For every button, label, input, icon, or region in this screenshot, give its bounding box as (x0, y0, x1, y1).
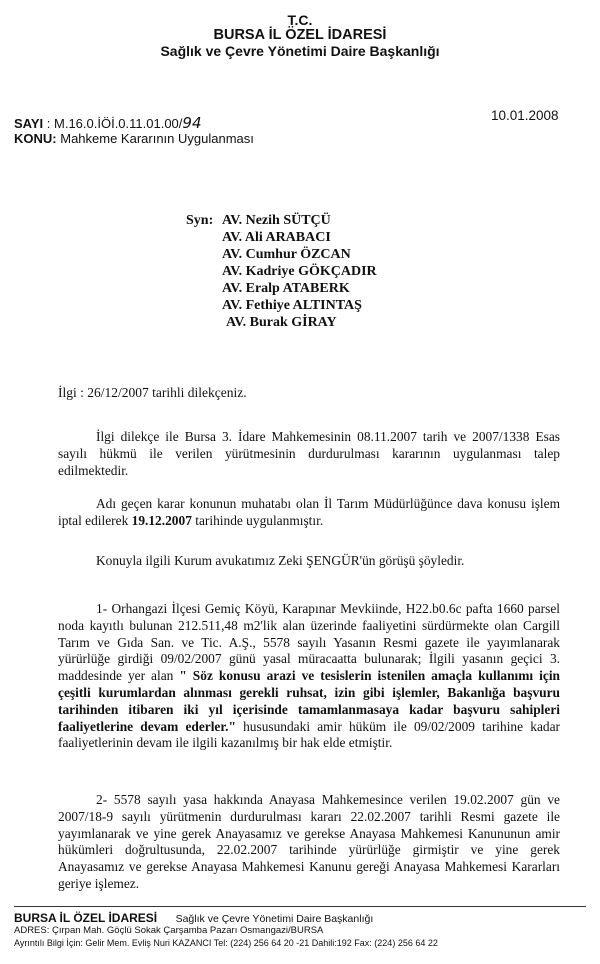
footer-dept: Sağlık ve Çevre Yönetimi Daire Başkanlığı (175, 913, 374, 925)
sayi-handwritten-number: 94 (182, 114, 202, 132)
recipient-1: AV. Nezih SÜTÇÜ (222, 213, 331, 228)
footer-org: BURSA İL ÖZEL İDARESİ (14, 911, 158, 925)
footer-contact: Ayrıntılı Bilgi İçin: Gelir Mem. Evliş Nuri KAZANCI Tel: (224) 256 64 20 -21 Dahili:192 Fax: (224) 256 64 22 (14, 938, 438, 948)
paragraph-2-date: 19.12.2007 (131, 512, 192, 528)
recipients-prefix: Syn: (186, 213, 214, 228)
recipient-4: AV. Kadriye GÖKÇADIR (222, 264, 377, 279)
recipient-2: AV. Ali ARABACI (222, 230, 331, 245)
sayi-value: : M.16.0.İÖİ.0.11.01.00/ (46, 116, 183, 131)
footer-divider (14, 906, 586, 907)
paragraph-5: 2- 5578 sayılı yasa hakkında Anayasa Mahkemesince verilen 19.02.2007 gün ve 2007/18-9 sayılı yürütmenin durdurulması kararı 22.02.2007 tarihli Resmi gazete ile yayımlanarak ve yine gerek Anayasamız ve gerekse Anayasa Mahkemesi Kanununun amir hükümleri doğrultusunda, 22.02.2007 tarihinde yürürlüğe girmiştir ve yine gerek Anayasamız ve gerekse Anayasa Mahkemesi Kanunu gereği Anayasa Mahkemesi Kararları geriye işlemez. (58, 792, 560, 891)
document-date: 10.01.2008 (491, 108, 559, 123)
header-org: BURSA İL ÖZEL İDARESİ (213, 27, 387, 43)
paragraph-3: Konuyla ilgili Kurum avukatımız Zeki ŞENGÜR'ün görüşü şöyledir. (96, 553, 465, 568)
paragraph-2-text-b: tarihinde uygulanmıştır. (191, 512, 324, 528)
recipient-6: AV. Fethiye ALTINTAŞ (222, 298, 362, 313)
recipient-7: AV. Burak GİRAY (226, 315, 337, 330)
header-tc: T.C. (287, 12, 313, 28)
recipient-3: AV. Cumhur ÖZCAN (222, 247, 351, 262)
paragraph-2-text-a: Adı geçen karar konunun muhatabı olan İl Tarım Müdürlüğünce dava konusu işlem iptal edilerek (58, 496, 560, 528)
konu-value: Mahkeme Kararının Uygulanması (60, 131, 254, 146)
recipient-5: AV. Eralp ATABERK (222, 281, 350, 296)
sayi-label: SAYI (14, 116, 44, 131)
paragraph-4 (58, 601, 560, 752)
konu-line (14, 131, 254, 146)
footer-address: ADRES: Çırpan Mah. Göçlü Sokak Çarşamba Pazarı Osmangazi/BURSA (14, 925, 324, 936)
paragraph-4-text-a: 1- Orhangazi İlçesi Gemiç Köyü, Karapınar Mevkiinde, H22.b0.6c pafta 1660 parsel noda kayıtlı bulunan 212.511,48 m2'lik alan üzerinde faaliyetini sürdürmekte olan Cargill Tarım ve Gıda San. ve Tic. A.Ş., 5578 sayılı Yasanın Resmi gazete ile yayımlanarak yürürlüğe girdiği 09/02/2007 günü yasal müracaatta bulunarak; İlgili yasanın geçici 3. maddesinde yer alan (58, 601, 560, 684)
paragraph-1: İlgi dilekçe ile Bursa 3. İdare Mahkemesinin 08.11.2007 tarih ve 2007/1338 Esas sayılı hükmü ile verilen yürütmesinin durdurulması kararının uygulanması talep edilmektedir. (58, 429, 560, 478)
sayi-line (14, 114, 202, 132)
header-dept: Sağlık ve Çevre Yönetimi Daire Başkanlığı (160, 43, 440, 59)
konu-label: KONU: (14, 131, 57, 146)
paragraph-4-quote: " Söz konusu arazi ve tesislerin istenilen amaçla kullanımı için çeşitli kurumlardan alınması gerekli ruhsat, izin gibi işlemler, Bakanlığa başvuru tarihinden itibaren iki yıl içerisinde tamamlanmasaya kadar başvuru sahipleri faaliyetlerine devam ederler." (58, 668, 560, 734)
ilgi-line: İlgi : 26/12/2007 tarihli dilekçeniz. (58, 385, 247, 400)
paragraph-4-text-b: hususundaki amir hüküm ile 09/02/2009 tarihine kadar faaliyetlerinin devam ile ilgili kazanılmış bir hak elde etmiştir. (58, 718, 560, 751)
paragraph-2 (58, 496, 560, 530)
